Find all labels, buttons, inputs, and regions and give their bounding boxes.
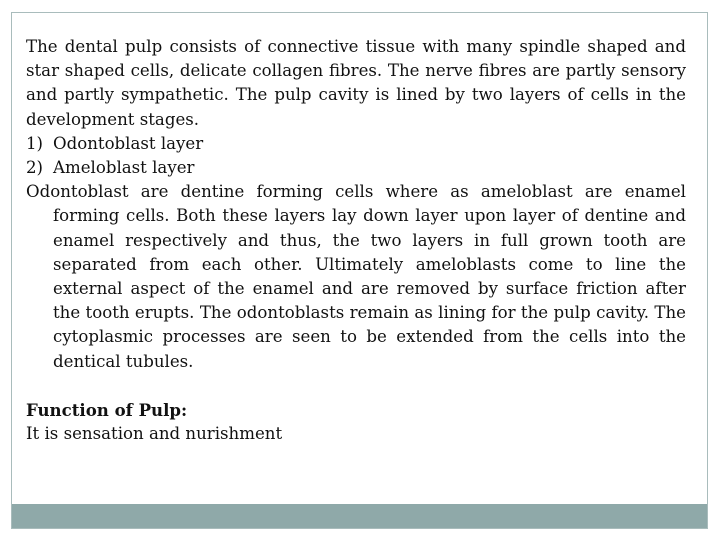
description-paragraph: Odontoblast are dentine forming cells where as ameloblast are enamel forming cells. Both these layers lay down layer upon layer of dentine and enamel respectively and thus, the two layers in full grown tooth are separated from each other. Ultimately ameloblasts come to line the external aspect of the enamel and are removed by surface friction after the tooth erupts. The odontoblasts remain as lining for the pulp cavity. The cytoplasmic processes are seen to be extended from the cells into the dentical tubules. (26, 182, 686, 371)
intro-paragraph: The dental pulp consists of connective tissue with many spindle shaped and star shaped cells, delicate collagen fibres. The nerve fibres are partly sensory and partly sympathetic. The pulp cavity is lined by two layers of cells in the development stages. (26, 37, 686, 129)
list-label: Ameloblast layer (53, 158, 195, 178)
list-number: 2) (26, 158, 44, 178)
slide-content (26, 35, 686, 446)
list-item (26, 156, 686, 180)
spacer (26, 374, 686, 398)
function-heading: Function of Pulp: (26, 399, 188, 420)
list-label: Odontoblast layer (53, 133, 204, 153)
function-text: It is sensation and nurishment (26, 424, 283, 444)
footer-bar (12, 504, 707, 528)
list-item (26, 132, 686, 156)
list-number: 1) (26, 133, 44, 153)
slide (11, 12, 708, 529)
